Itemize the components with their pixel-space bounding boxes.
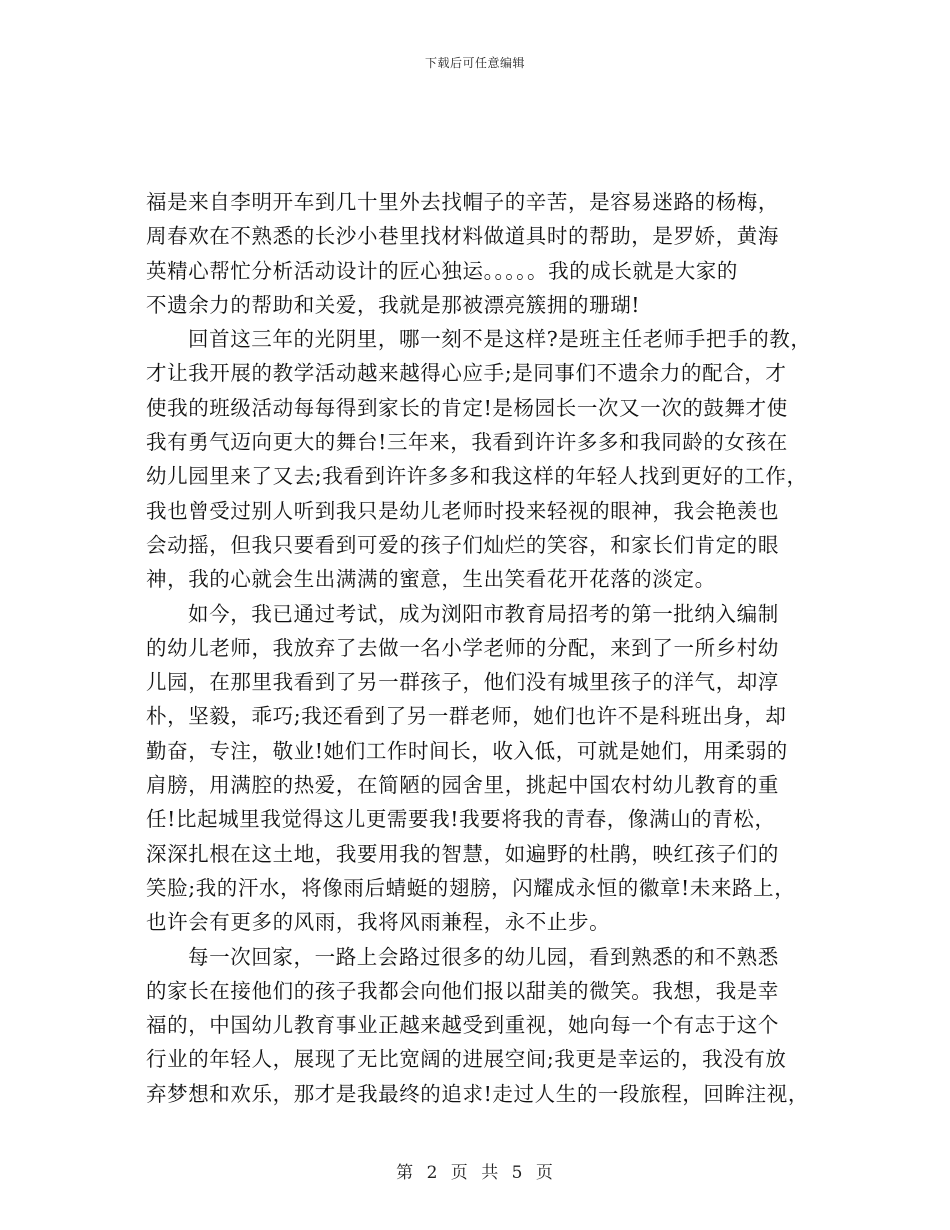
- text-line: 笑脸;我的汗水，将像雨后蜻蜓的翅膀，闪耀成永恒的徽章!未来路上，: [146, 875, 796, 900]
- text-line: 我有勇气迈向更大的舞台!三年来，我看到许许多多和我同龄的女孩在: [146, 430, 788, 455]
- text-line: 行业的年轻人，展现了无比宽阔的进展空间;我更是幸运的，我没有放: [146, 1047, 787, 1072]
- text-line: 肩膀，用满腔的热爱，在简陋的园舍里，挑起中国农村幼儿教育的重: [146, 773, 779, 798]
- text-line: 使我的班级活动每每得到家长的肯定!是杨园长一次又一次的鼓舞才使: [146, 395, 788, 420]
- text-line: 的幼儿老师，我放弃了去做一名小学老师的分配，来到了一所乡村幼: [146, 635, 779, 660]
- paragraph-start-line: 每一次回家，一路上会路过很多的幼儿园，看到熟悉的和不熟悉: [188, 944, 779, 969]
- text-line: 幼儿园里来了又去;我看到许许多多和我这样的年轻人找到更好的工作，: [146, 464, 808, 489]
- text-line: 的家长在接他们的孩子我都会向他们报以甜美的微笑。我想，我是幸: [146, 978, 779, 1003]
- text-line: 会动摇，但我只要看到可爱的孩子们灿烂的笑容，和家长们肯定的眼: [146, 532, 779, 557]
- page-number-footer: 第 2 页 共 5 页: [396, 1163, 554, 1183]
- paragraph-start-line: 回首这三年的光阴里，哪一刻不是这样?是班主任老师手把手的教，: [188, 327, 812, 352]
- text-line: 弃梦想和欢乐，那才是我最终的追求!走过人生的一段旅程，回眸注视，: [146, 1081, 809, 1106]
- text-line: 朴，坚毅，乖巧;我还看到了另一群老师，她们也许不是科班出身，却: [146, 704, 787, 729]
- text-line: 英精心帮忙分析活动设计的匠心独运。。。。。我的成长就是大家的: [146, 258, 738, 283]
- document-body: [146, 185, 818, 1111]
- text-line: 神，我的心就会生出满满的蜜意，生出笑看花开花落的淡定。: [146, 567, 716, 592]
- text-line: 儿园，在那里我看到了另一群孩子，他们没有城里孩子的洋气，却淳: [146, 670, 779, 695]
- text-line: 福的，中国幼儿教育事业正越来越受到重视，她向每一个有志于这个: [146, 1013, 779, 1038]
- page-header: 下载后可任意编辑: [424, 56, 525, 70]
- text-line: 不遗余力的帮助和关爱，我就是那被漂亮簇拥的珊瑚!: [146, 292, 641, 317]
- text-line: 福是来自李明开车到几十里外去找帽子的辛苦，是容易迷路的杨梅，: [146, 190, 779, 214]
- text-line: 也许会有更多的风雨，我将风雨兼程，永不止步。: [146, 910, 611, 935]
- text-line: 才让我开展的教学活动越来越得心应手;是同事们不遗余力的配合，才: [146, 361, 787, 386]
- text-line: 我也曾受过别人听到我只是幼儿老师时投来轻视的眼神，我会艳羡也: [146, 498, 779, 523]
- paragraph-start-line: 如今，我已通过考试，成为浏阳市教育局招考的第一批纳入编制: [188, 601, 779, 626]
- text-line: 任!比起城里我觉得这儿更需要我!我要将我的青春，像满山的青松，: [146, 807, 776, 832]
- text-line: 勤奋，专注，敬业!她们工作时间长，收入低，可就是她们，用柔弱的: [146, 738, 788, 763]
- text-line: 周春欢在不熟悉的长沙小巷里找材料做道具时的帮助，是罗娇，黄海: [146, 224, 779, 249]
- text-line: 深深扎根在这土地，我要用我的智慧，如遍野的杜鹃，映红孩子们的: [146, 841, 779, 866]
